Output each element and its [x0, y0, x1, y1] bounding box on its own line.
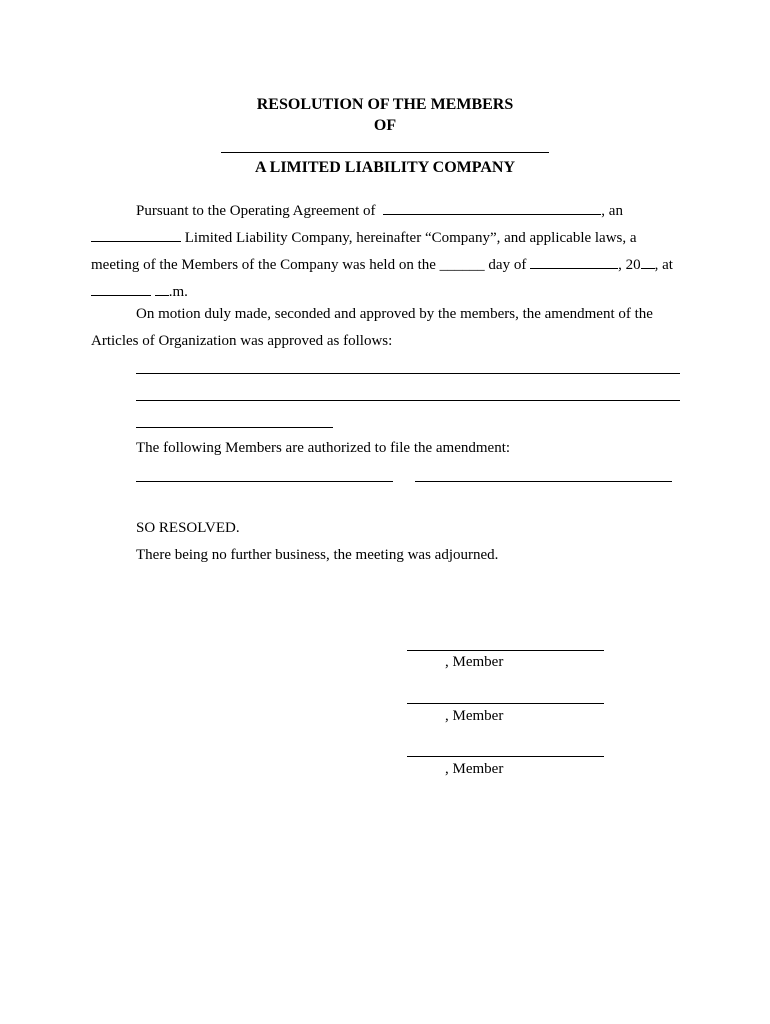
paragraph-1-line-4	[91, 282, 188, 300]
text-year-prefix: , 20	[618, 257, 641, 273]
signature-line-1[interactable]	[407, 650, 604, 651]
title-line-1: RESOLUTION OF THE MEMBERS	[256, 96, 514, 113]
state-field[interactable]	[91, 228, 181, 242]
signature-line-2[interactable]	[407, 703, 604, 704]
signature-line-3[interactable]	[407, 756, 604, 757]
title-line-2: OF	[373, 117, 397, 134]
company-name-blank[interactable]	[221, 152, 549, 153]
paragraph-1-line-3	[91, 255, 673, 273]
month-field[interactable]	[530, 255, 618, 269]
title-line-3: A LIMITED LIABILITY COMPANY	[254, 159, 516, 176]
paragraph-1-line-2	[91, 228, 637, 246]
text-llc-company: Limited Liability Company, hereinafter “Company”, and applicable laws, a	[184, 230, 637, 246]
amendment-line-3[interactable]	[136, 427, 333, 428]
so-resolved-text: SO RESOLVED.	[136, 520, 240, 536]
signature-label-3: , Member	[445, 761, 504, 777]
time-field[interactable]	[91, 282, 151, 296]
paragraph-2-line-1: On motion duly made, seconded and approved by the members, the amendment of the	[136, 306, 653, 322]
text-meeting-held: meeting of the Members of the Company was held on the ______ day of	[91, 257, 527, 273]
text-at: , at	[654, 257, 673, 273]
text-pursuant: Pursuant to the Operating Agreement of	[136, 203, 376, 219]
adjourned-text: There being no further business, the meeting was adjourned.	[136, 547, 499, 563]
text-an: , an	[601, 203, 623, 219]
paragraph-1-line-1	[136, 201, 623, 219]
authorized-members-text: The following Members are authorized to file the amendment:	[136, 440, 511, 456]
amendment-line-2[interactable]	[136, 400, 680, 401]
company-name-field[interactable]	[383, 201, 601, 215]
authorized-member-line-2[interactable]	[415, 481, 672, 482]
paragraph-2-line-2: Articles of Organization was approved as follows:	[91, 333, 393, 349]
am-pm-field[interactable]	[155, 282, 169, 296]
year-field[interactable]	[641, 255, 655, 269]
text-m: .m.	[168, 284, 188, 300]
amendment-line-1[interactable]	[136, 373, 680, 374]
signature-label-2: , Member	[445, 708, 504, 724]
authorized-member-line-1[interactable]	[136, 481, 393, 482]
signature-label-1: , Member	[445, 654, 504, 670]
